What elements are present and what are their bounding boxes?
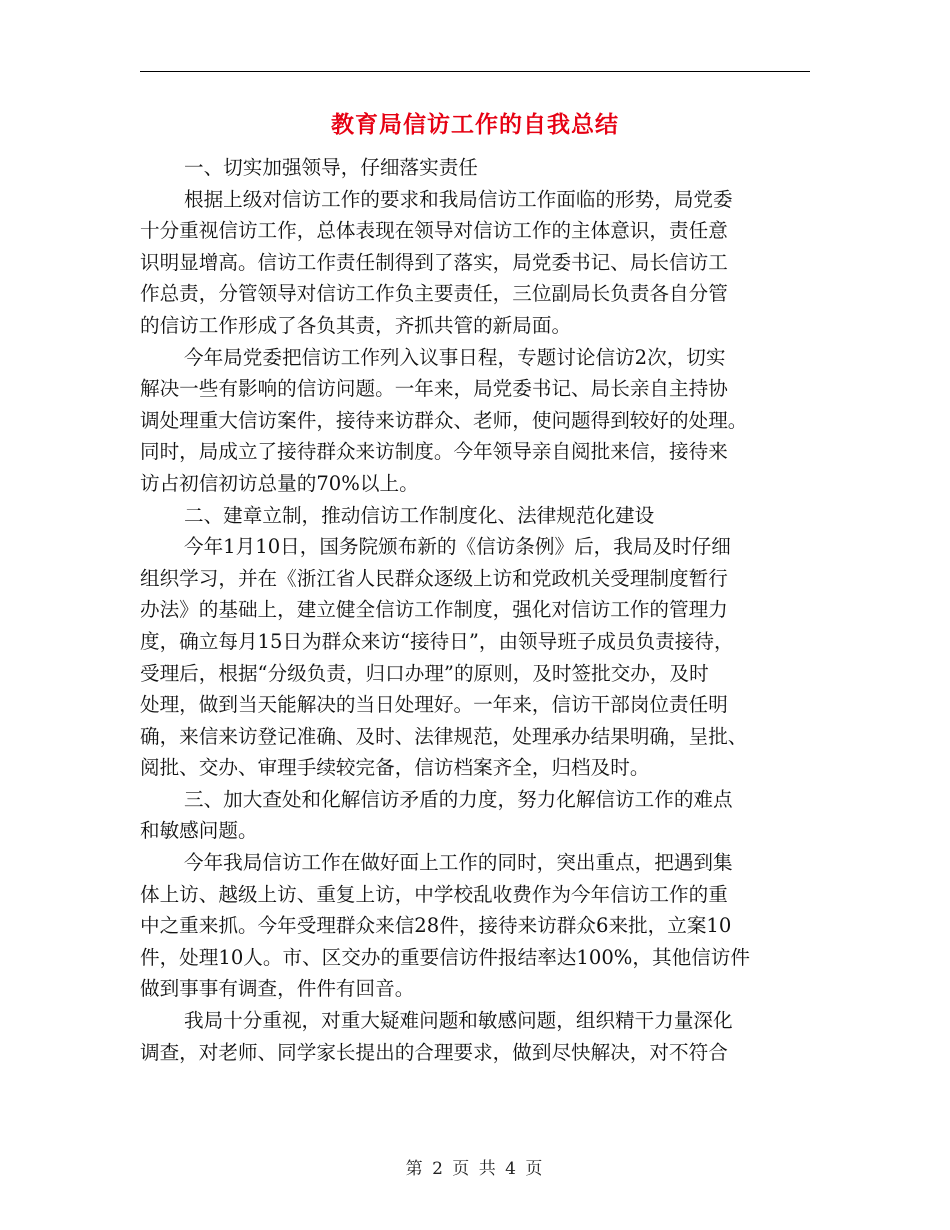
text-line: 十分重视信访工作，总体表现在领导对信访工作的主体意识，责任意: [140, 219, 728, 243]
text-line: 解决一些有影响的信访问题。一年来，局党委书记、局长亲自主持协: [140, 377, 728, 401]
text-line: 中之重来抓。今年受理群众来信28件，接待来访群众6来批，立案10: [140, 914, 732, 938]
text-line: 我局十分重视，对重大疑难问题和敏感问题，组织精干力量深化: [184, 1009, 733, 1033]
text-line: 调处理重大信访案件，接待来访群众、老师，使问题得到较好的处理。: [140, 408, 748, 432]
text-line: 今年我局信访工作在做好面上工作的同时，突出重点，把遇到集: [184, 851, 733, 875]
text-line: 做到事事有调查，件件有回音。: [140, 977, 415, 1001]
text-line: 一、切实加强领导，仔细落实责任: [184, 156, 478, 179]
document-title: 教育局信访工作的自我总结: [331, 111, 619, 138]
text-line: 受理后，根据“分级负责，归口办理”的原则，及时签批交办，及时: [140, 661, 709, 685]
text-line: 度，确立每月15日为群众来访“接待日”，由领导班子成员负责接待，: [140, 629, 734, 653]
text-line: 办法》的基础上，建立健全信访工作制度，强化对信访工作的管理力: [140, 598, 728, 622]
document-body: [140, 152, 812, 1068]
text-line: 组织学习，并在《浙江省人民群众逐级上访和党政机关受理制度暂行: [140, 566, 728, 590]
text-line: 二、建章立制，推动信访工作制度化、法律规范化建设: [184, 503, 655, 527]
page-number: 第 2 页 共 4 页: [405, 1159, 545, 1179]
text-line: 处理，做到当天能解决的当日处理好。一年来，信访干部岗位责任明: [140, 693, 728, 717]
text-line: 体上访、越级上访、重复上访，中学校乱收费作为今年信访工作的重: [140, 882, 728, 906]
text-line: 访占初信初访总量的70%以上。: [140, 471, 419, 495]
text-line: 根据上级对信访工作的要求和我局信访工作面临的形势，局党委: [184, 187, 733, 211]
text-line: 作总责，分管领导对信访工作负主要责任，三位副局长负责各自分管: [140, 282, 728, 306]
text-line: 阅批、交办、审理手续较完备，信访档案齐全，归档及时。: [140, 756, 650, 780]
text-line: 同时，局成立了接待群众来访制度。今年领导亲自阅批来信，接待来: [140, 440, 728, 464]
header-rule: [140, 71, 810, 72]
text-line: 确，来信来访登记准确、及时、法律规范，处理承办结果明确，呈批、: [140, 724, 748, 748]
text-line: 三、加大查处和化解信访矛盾的力度，努力化解信访工作的难点: [184, 787, 733, 811]
text-line: 件，处理10人。市、区交办的重要信访件报结率达100%，其他信访件: [140, 945, 750, 969]
text-line: 调查，对老师、同学家长提出的合理要求，做到尽快解决，对不符合: [140, 1040, 728, 1064]
text-line: 和敏感问题。: [140, 819, 258, 843]
text-line: 的信访工作形成了各负其责，齐抓共管的新局面。: [140, 313, 572, 337]
text-line: 识明显增高。信访工作责任制得到了落实，局党委书记、局长信访工: [140, 250, 728, 274]
text-line: 今年1月10日，国务院颁布新的《信访条例》后，我局及时仔细: [184, 535, 731, 559]
text-line: 今年局党委把信访工作列入议事日程，专题讨论信访2次，切实: [184, 345, 726, 369]
